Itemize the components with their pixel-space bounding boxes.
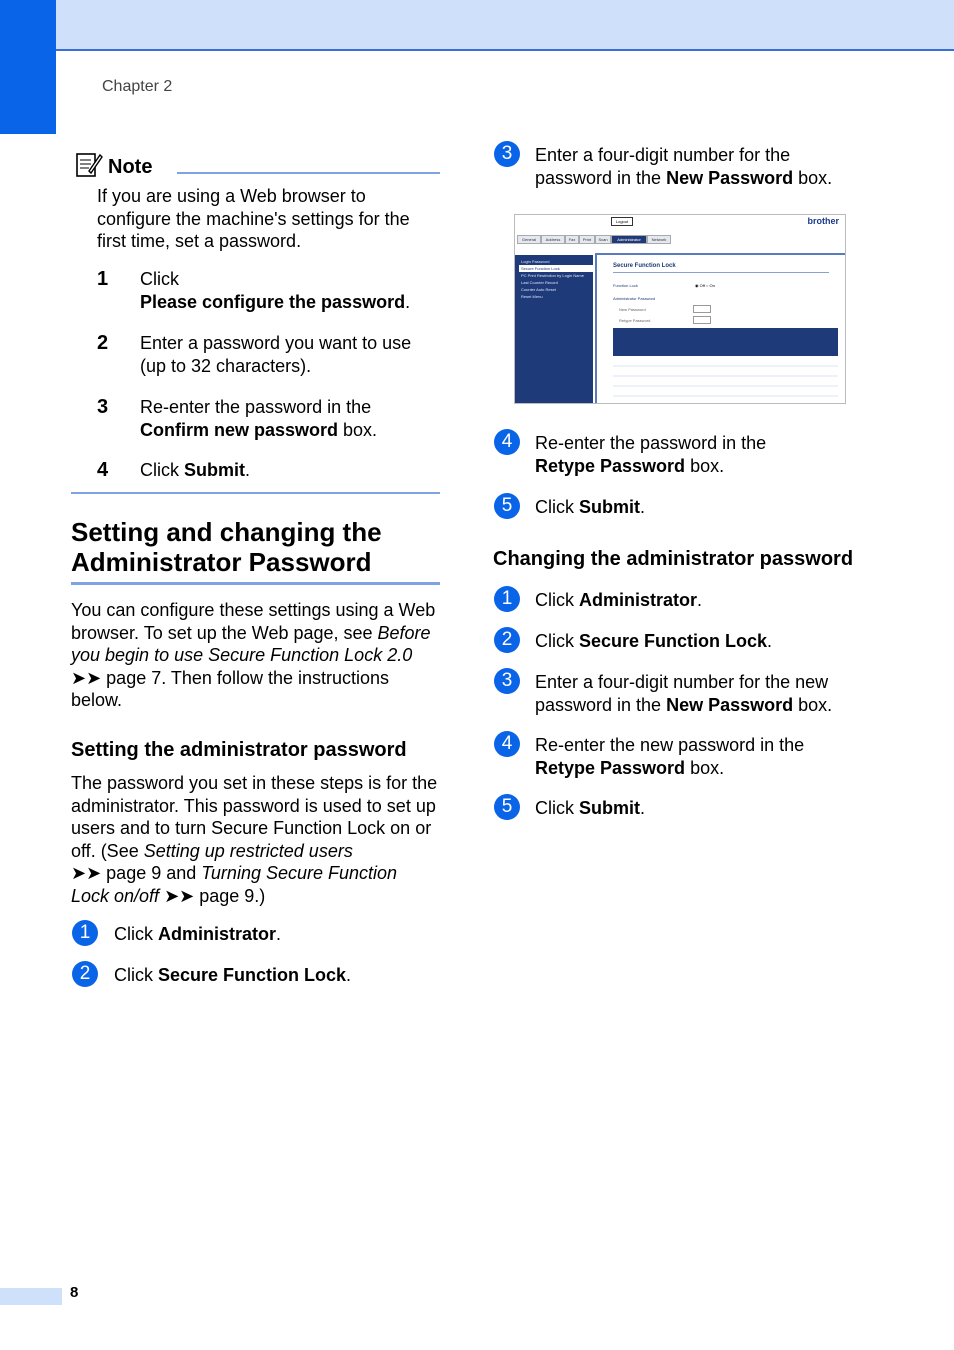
admin-pw-label: Administrator Password bbox=[613, 296, 656, 301]
setting-step-1: 1 Click Administrator. bbox=[72, 920, 281, 946]
tab-address[interactable]: Address bbox=[541, 235, 565, 244]
side-pc-print[interactable]: PC Print Restriction by Login Name bbox=[521, 273, 584, 278]
side-secure-function-lock[interactable]: Secure Function Lock bbox=[519, 265, 593, 272]
section-intro: You can configure these settings using a Web browser. To set up the Web page, see Before you begin to use Secure Function Lock 2.0 ➤➤ page 7. Then follow the instructions below. bbox=[71, 600, 436, 710]
change-step-5: 5 Click Submit. bbox=[494, 794, 645, 820]
screenshot-secure-function-lock bbox=[514, 214, 846, 404]
changing-title: Changing the administrator password bbox=[493, 548, 854, 570]
side-login-password[interactable]: Login Password bbox=[521, 259, 550, 264]
change-step-1: 1 Click Administrator. bbox=[494, 586, 702, 612]
footer-band bbox=[0, 1288, 62, 1305]
note-end-rule bbox=[71, 492, 440, 494]
side-last-counter[interactable]: Last Counter Record bbox=[521, 280, 558, 285]
tab-administrator[interactable]: Administrator bbox=[611, 235, 647, 244]
note-step-1: 1 Click Please configure the password. bbox=[97, 268, 411, 312]
retype-pw-label: Retype Password bbox=[619, 318, 651, 323]
new-pw-label: New Password bbox=[619, 307, 646, 312]
retype-pw-input[interactable] bbox=[693, 316, 711, 324]
chapter-label: Chapter 2 bbox=[102, 78, 173, 95]
change-step-4: 4 Re-enter the new password in the Retype Password box. bbox=[494, 731, 894, 779]
note-icon bbox=[75, 151, 103, 179]
note-step-3: 3 Re-enter the password in the Confirm new password box. bbox=[97, 396, 378, 440]
chapter-tab bbox=[0, 0, 56, 134]
note-step-4: 4 Click Submit. bbox=[97, 459, 251, 481]
logout-box: Logout bbox=[611, 217, 633, 226]
note-title: Note bbox=[108, 156, 153, 178]
tab-general[interactable]: General bbox=[517, 235, 541, 244]
lock-radio[interactable]: ◉ Off ○ On bbox=[695, 283, 715, 288]
screenshot-sidebar bbox=[515, 255, 593, 403]
setting-title: Setting the administrator password bbox=[71, 739, 407, 761]
change-step-3: 3 Enter a four-digit number for the new password in the New Password box. bbox=[494, 668, 894, 716]
function-lock-label: Function Lock bbox=[613, 283, 638, 288]
user-table-rows bbox=[613, 357, 838, 403]
note-rule bbox=[177, 172, 440, 174]
tab-fax[interactable]: Fax bbox=[565, 235, 579, 244]
setting-step-2: 2 Click Secure Function Lock. bbox=[72, 961, 351, 987]
tab-network[interactable]: Network bbox=[647, 235, 671, 244]
header-band bbox=[0, 0, 954, 51]
note-step-2: 2 Enter a password you want to use (up to 32 characters). bbox=[97, 332, 412, 376]
right-step-3: 3 Enter a four-digit number for the password in the New Password box. bbox=[494, 141, 894, 189]
tab-print[interactable]: Print bbox=[579, 235, 595, 244]
section-title: Setting and changing the Administrator Password bbox=[71, 517, 382, 577]
brand-logo: brother bbox=[807, 216, 839, 226]
side-counter-reset[interactable]: Counter Auto Reset bbox=[521, 287, 556, 292]
page-number: 8 bbox=[70, 1284, 79, 1301]
tab-scan[interactable]: Scan bbox=[595, 235, 611, 244]
screenshot-panel bbox=[595, 253, 846, 404]
new-pw-input[interactable] bbox=[693, 305, 711, 313]
change-step-2: 2 Click Secure Function Lock. bbox=[494, 627, 772, 653]
user-table-header bbox=[613, 328, 838, 356]
right-step-5: 5 Click Submit. bbox=[494, 493, 645, 519]
panel-title: Secure Function Lock bbox=[613, 263, 676, 269]
setting-para: The password you set in these steps is for the administrator. This password is used to set up users and to turn Secure Function Lock on or off. (See Setting up restricted users ➤➤ page 9 and Turning Secure Function Lock on/off ➤➤ page 9.) bbox=[71, 773, 438, 906]
note-intro: If you are using a Web browser to configure the machine's settings for the first time, set a password. bbox=[97, 186, 410, 251]
side-reset-menu[interactable]: Reset Menu bbox=[521, 294, 543, 299]
section-rule bbox=[71, 582, 440, 585]
right-step-4: 4 Re-enter the password in the Retype Password box. bbox=[494, 429, 894, 477]
